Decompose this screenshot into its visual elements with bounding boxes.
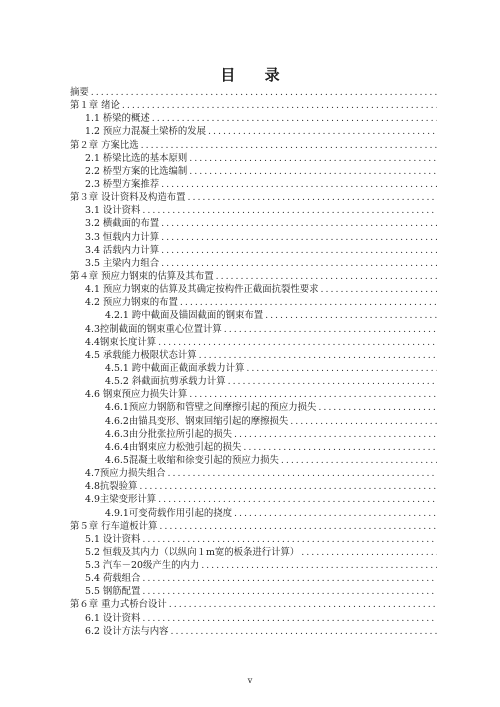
toc-entry-text: 4.6.5混凝土收缩和徐变引起的预应力损失 xyxy=(105,454,279,466)
toc-entry-text: 4.6.1预应力钢筋和管壁之间摩擦引起的预应力损失 xyxy=(105,402,317,414)
toc-dot-leader xyxy=(301,546,437,559)
toc-dot-leader xyxy=(142,204,437,217)
toc-entry-text: 3.2 横截面的布置 xyxy=(85,218,160,230)
toc-section-entry[interactable] xyxy=(70,585,437,598)
toc-entry-text: 4.5.1 跨中截面正截面承载力计算 xyxy=(105,362,245,374)
toc-section-entry[interactable] xyxy=(70,454,437,467)
toc-dot-leader xyxy=(158,493,437,506)
toc-chapter-entry[interactable] xyxy=(70,99,437,112)
toc-section-entry[interactable] xyxy=(70,231,437,244)
toc-dot-leader xyxy=(189,152,437,165)
toc-dot-leader xyxy=(189,165,437,178)
toc-section-entry[interactable] xyxy=(70,257,437,270)
toc-entry-text: 第２章 方案比选 xyxy=(70,139,139,151)
toc-dot-leader xyxy=(201,559,437,572)
table-of-contents xyxy=(70,86,437,638)
toc-dot-leader xyxy=(199,349,437,362)
toc-dot-leader xyxy=(189,388,437,401)
toc-entry-text: 第５章 行车道板计算 xyxy=(70,520,158,532)
toc-section-entry[interactable] xyxy=(70,362,437,375)
toc-dot-leader xyxy=(321,283,437,296)
toc-dot-leader xyxy=(161,178,437,191)
toc-section-entry[interactable] xyxy=(70,296,437,309)
toc-section-entry[interactable] xyxy=(70,441,437,454)
toc-dot-leader xyxy=(169,598,437,611)
toc-entry-text: 第１章 绪论 xyxy=(70,100,120,112)
toc-dot-leader xyxy=(187,191,437,204)
toc-section-entry[interactable] xyxy=(70,375,437,388)
toc-chapter-entry[interactable] xyxy=(70,191,437,204)
toc-dot-leader xyxy=(91,86,437,99)
toc-entry-text: 4.4钢束长度计算 xyxy=(85,336,157,348)
toc-section-entry[interactable] xyxy=(70,415,437,428)
toc-chapter-entry[interactable] xyxy=(70,270,437,283)
toc-chapter-entry[interactable] xyxy=(70,139,437,152)
toc-section-entry[interactable] xyxy=(70,401,437,414)
toc-section-entry[interactable] xyxy=(70,204,437,217)
toc-dot-leader xyxy=(318,401,437,414)
toc-section-entry[interactable] xyxy=(70,388,437,401)
toc-entry-text: 5.1 设计资料 xyxy=(85,533,141,545)
toc-section-entry[interactable] xyxy=(70,480,437,493)
toc-dot-leader xyxy=(234,428,437,441)
toc-section-entry[interactable] xyxy=(70,349,437,362)
toc-section-entry[interactable] xyxy=(70,178,437,191)
toc-dot-leader xyxy=(142,533,437,546)
toc-entry-text: 2.3 桥型方案推荐 xyxy=(85,178,160,190)
toc-entry-text: 4.6.3由分批张拉所引起的损失 xyxy=(105,428,232,440)
toc-dot-leader xyxy=(152,112,437,125)
toc-dot-leader xyxy=(141,139,437,152)
toc-dot-leader xyxy=(290,415,437,428)
toc-entry-text: 3.1 设计资料 xyxy=(85,205,141,217)
toc-dot-leader xyxy=(142,572,437,585)
toc-entry-text: 6.1 设计资料 xyxy=(85,612,141,624)
toc-section-entry[interactable] xyxy=(70,625,437,638)
toc-entry-text: 3.4 活载内力计算 xyxy=(85,244,160,256)
toc-dot-leader xyxy=(246,362,437,375)
toc-entry-text: 4.3控制截面的钢束重心位置计算 xyxy=(85,323,222,335)
toc-section-entry[interactable] xyxy=(70,428,437,441)
toc-entry-text: 1.1 桥梁的概述 xyxy=(85,113,150,125)
toc-dot-leader xyxy=(139,480,437,493)
toc-dot-leader xyxy=(158,336,437,349)
toc-dot-leader xyxy=(228,375,437,388)
toc-dot-leader xyxy=(216,270,437,283)
toc-section-entry[interactable] xyxy=(70,546,437,559)
toc-dot-leader xyxy=(161,244,437,257)
toc-dot-leader xyxy=(168,467,437,480)
toc-dot-leader xyxy=(224,323,437,336)
toc-dot-leader xyxy=(243,441,437,454)
toc-entry-text: 第４章 预应力钢束的估算及其布置 xyxy=(70,270,214,282)
toc-section-entry[interactable] xyxy=(70,572,437,585)
toc-entry-text: 4.9.1可变荷载作用引起的挠度 xyxy=(105,507,232,519)
toc-dot-leader xyxy=(171,625,437,638)
toc-entry-text: 4.6 钢束预应力损失计算 xyxy=(85,389,188,401)
toc-dot-leader xyxy=(281,454,437,467)
toc-dot-leader xyxy=(161,231,437,244)
toc-dot-leader xyxy=(161,257,437,270)
toc-section-entry[interactable] xyxy=(70,244,437,257)
toc-dot-leader xyxy=(265,309,437,322)
toc-entry-text: 4.6.4由钢束应力松弛引起的损失 xyxy=(105,441,242,453)
toc-dot-leader xyxy=(161,217,437,230)
toc-entry-text: 4.1 预应力钢束的估算及其确定按构件正截面抗裂性要求 xyxy=(85,284,319,296)
toc-chapter-entry[interactable] xyxy=(70,598,437,611)
toc-section-entry[interactable] xyxy=(70,125,437,138)
toc-entry-text: 4.2.1 跨中截面及锚固截面的钢束布置 xyxy=(105,310,264,322)
toc-entry-text: 4.6.2由锚具变形、钢束回缩引起的摩擦损失 xyxy=(105,415,289,427)
toc-dot-leader xyxy=(180,296,437,309)
toc-entry-text: 1.2 预应力混凝土梁桥的发展 xyxy=(85,126,207,138)
toc-entry-text: 4.5 承载能力极限状态计算 xyxy=(85,349,197,361)
toc-entry-text: 摘要 xyxy=(70,87,89,98)
toc-section-entry[interactable] xyxy=(70,507,437,520)
toc-section-entry[interactable] xyxy=(70,493,437,506)
toc-entry-text: 2.2 桥型方案的比选编制 xyxy=(85,165,188,177)
toc-entry-text: 4.8抗裂验算 xyxy=(85,481,138,493)
toc-section-entry[interactable] xyxy=(70,283,437,296)
toc-section-entry[interactable] xyxy=(70,533,437,546)
toc-section-entry[interactable] xyxy=(70,112,437,125)
page-title: 目 录 xyxy=(220,66,292,84)
toc-entry-text: 4.9主梁变形计算 xyxy=(85,494,157,506)
toc-entry-text: 4.5.2 斜截面抗剪承载力计算 xyxy=(105,376,226,388)
toc-entry-text: 4.2 预应力钢束的布置 xyxy=(85,297,178,309)
toc-entry-text: 3.5 主梁内力组合 xyxy=(85,257,160,269)
page-number: v xyxy=(247,676,253,685)
toc-section-entry[interactable] xyxy=(70,336,437,349)
toc-dot-leader xyxy=(142,585,437,598)
toc-section-entry[interactable] xyxy=(70,612,437,625)
toc-dot-leader xyxy=(208,125,437,138)
toc-entry-text: 5.4 荷载组合 xyxy=(85,573,141,585)
toc-entry-text: 5.5 钢筋配置 xyxy=(85,586,141,598)
toc-entry-text: 第３章 设计资料及构造布置 xyxy=(70,192,186,204)
toc-entry-text: 2.1 桥梁比选的基本原则 xyxy=(85,152,188,164)
toc-entry-text: 3.3 恒载内力计算 xyxy=(85,231,160,243)
toc-section-entry[interactable] xyxy=(70,559,437,572)
toc-section-entry[interactable] xyxy=(70,152,437,165)
toc-section-entry[interactable] xyxy=(70,323,437,336)
toc-chapter-entry[interactable] xyxy=(70,520,437,533)
toc-entry-text: 6.2 设计方法与内容 xyxy=(85,625,169,637)
toc-dot-leader xyxy=(159,520,437,533)
toc-section-entry[interactable] xyxy=(70,217,437,230)
toc-entry-text: 第６章 重力式桥台设计 xyxy=(70,599,167,611)
toc-section-entry[interactable] xyxy=(70,467,437,480)
toc-dot-leader xyxy=(122,99,437,112)
toc-dot-leader xyxy=(142,612,437,625)
toc-entry-text: 5.3 汽车－20级产生的内力 xyxy=(85,560,200,572)
toc-entry-text: 5.2 恒载及其内力（以纵向１m宽的板条进行计算） xyxy=(85,546,300,558)
toc-section-entry[interactable] xyxy=(70,309,437,322)
toc-section-entry[interactable] xyxy=(70,165,437,178)
toc-dot-leader xyxy=(234,507,437,520)
toc-chapter-entry[interactable] xyxy=(70,86,437,99)
toc-entry-text: 4.7预应力损失组合 xyxy=(85,468,166,480)
